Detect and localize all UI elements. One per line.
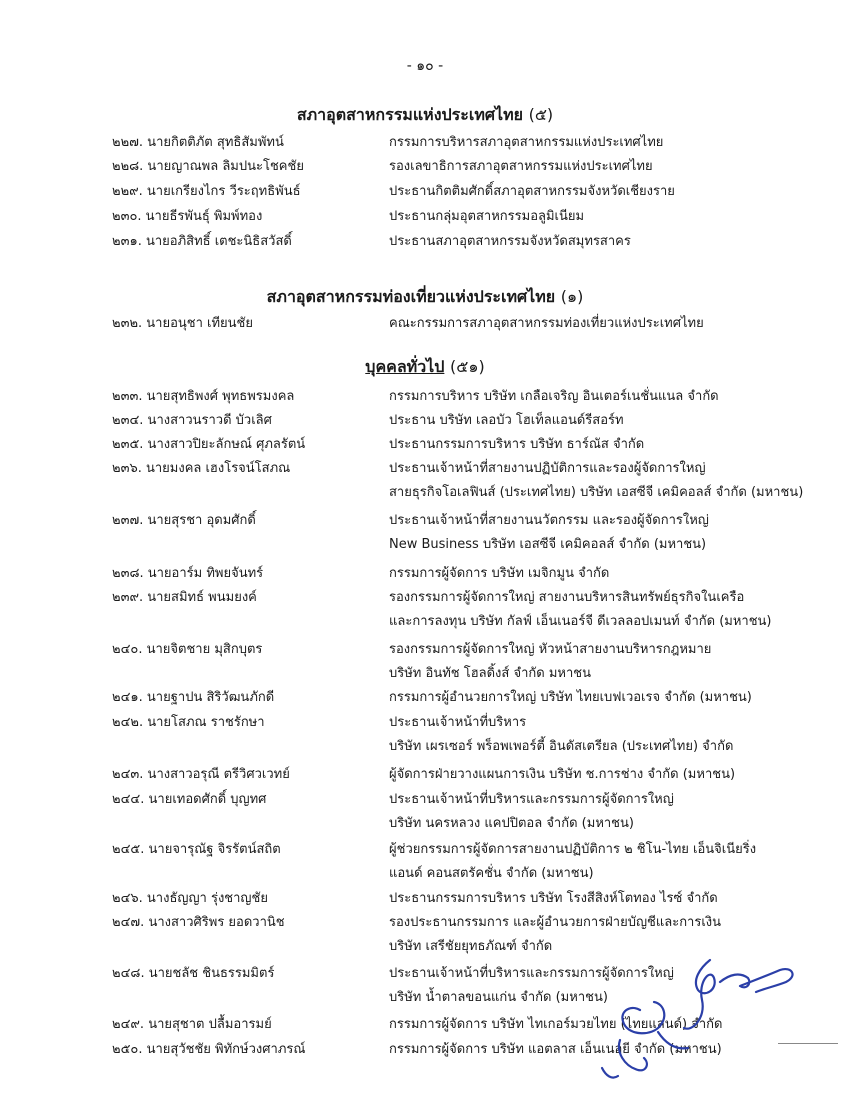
person-name: ๒๓๔. นางสาวนราวดี บัวเลิศ [112,413,272,428]
section-name: บุคคลทั่วไป [365,357,445,376]
person-name: ๒๓๒. นายอนุชา เทียนชัย [112,316,254,331]
position-line: กรรมการบริหารสภาอุตสาหกรรมแห่งประเทศไทย [389,135,664,150]
person-name: ๒๓๕. นางสาวปิยะลักษณ์ ศุภลรัตน์ [112,437,306,452]
section-title-tourism [0,285,850,310]
position-line: ประธานสภาอุตสาหกรรมจังหวัดสมุทรสาคร [389,234,631,249]
position-line: ประธานกรรมการบริหาร บริษัท ธาร์ณัส จำกัด [389,437,645,452]
person-name: ๒๓๖. นายมงคล เฮงโรจน์โสภณ [112,461,291,476]
person-name: ๒๒๘. นายญาณพล ลิมปนะโชคชัย [112,159,304,174]
position-line: คณะกรรมการสภาอุตสาหกรรมท่องเที่ยวแห่งประเทศไทย [389,316,704,331]
person-name: ๒๓๗. นายสุรชา อุดมศักดิ์ [112,513,256,528]
position-line: บริษัท นครหลวง แคปปิตอล จำกัด (มหาชน) [389,816,634,831]
person-name: ๒๕๐. นายสุวัชชัย พิทักษ์วงศาภรณ์ [112,1042,306,1057]
position-line: และการลงทุน บริษัท กัลฟ์ เอ็นเนอร์จี ดีเวลลอปเมนท์ จำกัด (มหาชน) [389,614,772,629]
person-name: ๒๓๙. นายสมิทธ์ พนมยงค์ [112,590,257,605]
position-line: บริษัท เผรเซอร์ พร็อพเพอร์ตี้ อินดัสเตรียล (ประเทศไทย) จำกัด [389,739,734,754]
position-line: ประธานเจ้าหน้าที่สายงานนวัตกรรม และรองผู้จัดการใหญ่ [389,513,709,528]
person-name: ๒๔๔. นายเทอดศักดิ์ บุญทศ [112,792,267,807]
section-count: (๕) [528,105,554,124]
position-line: บริษัท อินทัช โฮลดิ้งส์ จำกัด มหาชน [389,666,591,681]
position-line: กรรมการผู้จัดการ บริษัท เมจิกมูน จำกัด [389,566,610,581]
margin-rule [778,1043,838,1044]
person-name: ๒๔๓. นางสาวอรุณี ตรีวิศวเวทย์ [112,767,290,782]
position-line: บริษัท เสรีชัยยุทธภัณฑ์ จำกัด [389,939,553,954]
person-name: ๒๒๗. นายกิตติภัต สุทธิสัมพัทน์ [112,135,284,150]
person-name: ๒๔๙. นายสุชาต ปลื้มอารมย์ [112,1017,272,1032]
position-line: กรรมการผู้จัดการ บริษัท ไทเกอร์มวยไทย (ไทยแลนด์) จำกัด [389,1017,723,1032]
position-line: สายธุรกิจโอเลฟินส์ (ประเทศไทย) บริษัท เอสซีจี เคมิคอลส์ จำกัด (มหาชน) [389,485,804,500]
position-line: กรรมการบริหาร บริษัท เกลือเจริญ อินเตอร์เนชั่นแนล จำกัด [389,389,719,404]
section-name: สภาอุตสาหกรรมท่องเที่ยวแห่งประเทศไทย [266,287,556,306]
person-name: ๒๔๖. นางธัญญา รุ่งชาญชัย [112,891,268,906]
position-line: ประธานเจ้าหน้าที่สายงานปฏิบัติการและรองผู้จัดการใหญ่ [389,461,706,476]
section-count: (๑) [560,287,584,306]
page-number: - ๑๐ - [406,58,444,74]
person-name: ๒๓๐. นายธีรพันธุ์ พิมพ์ทอง [112,209,263,224]
position-line: ประธานเจ้าหน้าที่บริหารและกรรมการผู้จัดการใหญ่ [389,792,674,807]
person-name: ๒๔๑. นายฐาปน สิริวัฒนภักดี [112,690,275,705]
position-line: ผู้ช่วยกรรมการผู้จัดการสายงานปฏิบัติการ ๒ ชิโน-ไทย เอ็นจิเนียริ่ง [389,842,757,857]
person-name: ๒๔๗. นางสาวศิริพร ยอดวานิช [112,915,285,930]
person-name: ๒๓๘. นายอาร์ม ทิพยจันทร์ [112,566,264,581]
position-line: กรรมการผู้อำนวยการใหญ่ บริษัท ไทยเบฟเวอเรจ จำกัด (มหาชน) [389,690,752,705]
position-line: รองประธานกรรมการ และผู้อำนวยการฝ่ายบัญชีและการเงิน [389,915,722,930]
person-name: ๒๓๑. นายอภิสิทธิ์ เตชะนิธิสวัสดิ์ [112,234,292,249]
position-line: บริษัท น้ำตาลขอนแก่น จำกัด (มหาชน) [389,990,608,1005]
section-name: สภาอุตสาหกรรมแห่งประเทศไทย [296,105,523,124]
position-line: ประธาน บริษัท เลอบัว โฮเท็ลแอนด์รีสอร์ท [389,413,624,428]
position-line: กรรมการผู้จัดการ บริษัท แอตลาส เอ็นเนอยี จำกัด (มหาชน) [389,1042,722,1057]
position-line: รองกรรมการผู้จัดการใหญ่ สายงานบริหารสินทรัพย์ธุรกิจในเครือ [389,590,745,605]
person-name: ๒๔๒. นายโสภณ ราชรักษา [112,715,265,730]
person-name: ๒๔๘. นายชลัช ชินธรรมมิตร์ [112,966,275,981]
position-line: ประธานกิตติมศักดิ์สภาอุตสาหกรรมจังหวัดเชียงราย [389,184,675,199]
person-name: ๒๒๙. นายเกรียงไกร วีระฤทธิพันธ์ [112,184,301,199]
position-line: ประธานกรรมการบริหาร บริษัท โรงสีสิงห์โตทอง ไรซ์ จำกัด [389,891,718,906]
position-line: New Business บริษัท เอสซีจี เคมิคอลส์ จำกัด (มหาชน) [389,537,707,552]
person-name: ๒๔๐. นายจิตชาย มุสิกบุตร [112,642,263,657]
position-line: รองกรรมการผู้จัดการใหญ่ หัวหน้าสายงานบริหารกฎหมาย [389,642,712,657]
position-line: แอนด์ คอนสตรัคชั่น จำกัด (มหาชน) [389,866,594,881]
position-line: ประธานเจ้าหน้าที่บริหาร [389,715,527,730]
position-line: ประธานกลุ่มอุตสาหกรรมอลูมิเนียม [389,209,585,224]
position-line: รองเลขาธิการสภาอุตสาหกรรมแห่งประเทศไทย [389,159,653,174]
person-name: ๒๓๓. นายสุทธิพงศ์ พุทธพรมงคล [112,389,295,404]
signature-mark [580,940,820,1090]
section-title-fti [0,103,850,128]
person-name: ๒๔๕. นายจารุณัฐ จิรรัตน์สถิต [112,842,281,857]
position-line: ผู้จัดการฝ่ายวางแผนการเงิน บริษัท ช.การช่าง จำกัด (มหาชน) [389,767,736,782]
position-line: ประธานเจ้าหน้าที่บริหารและกรรมการผู้จัดการใหญ่ [389,966,674,981]
section-count: (๕๑) [449,357,485,376]
section-title-general [0,355,850,380]
